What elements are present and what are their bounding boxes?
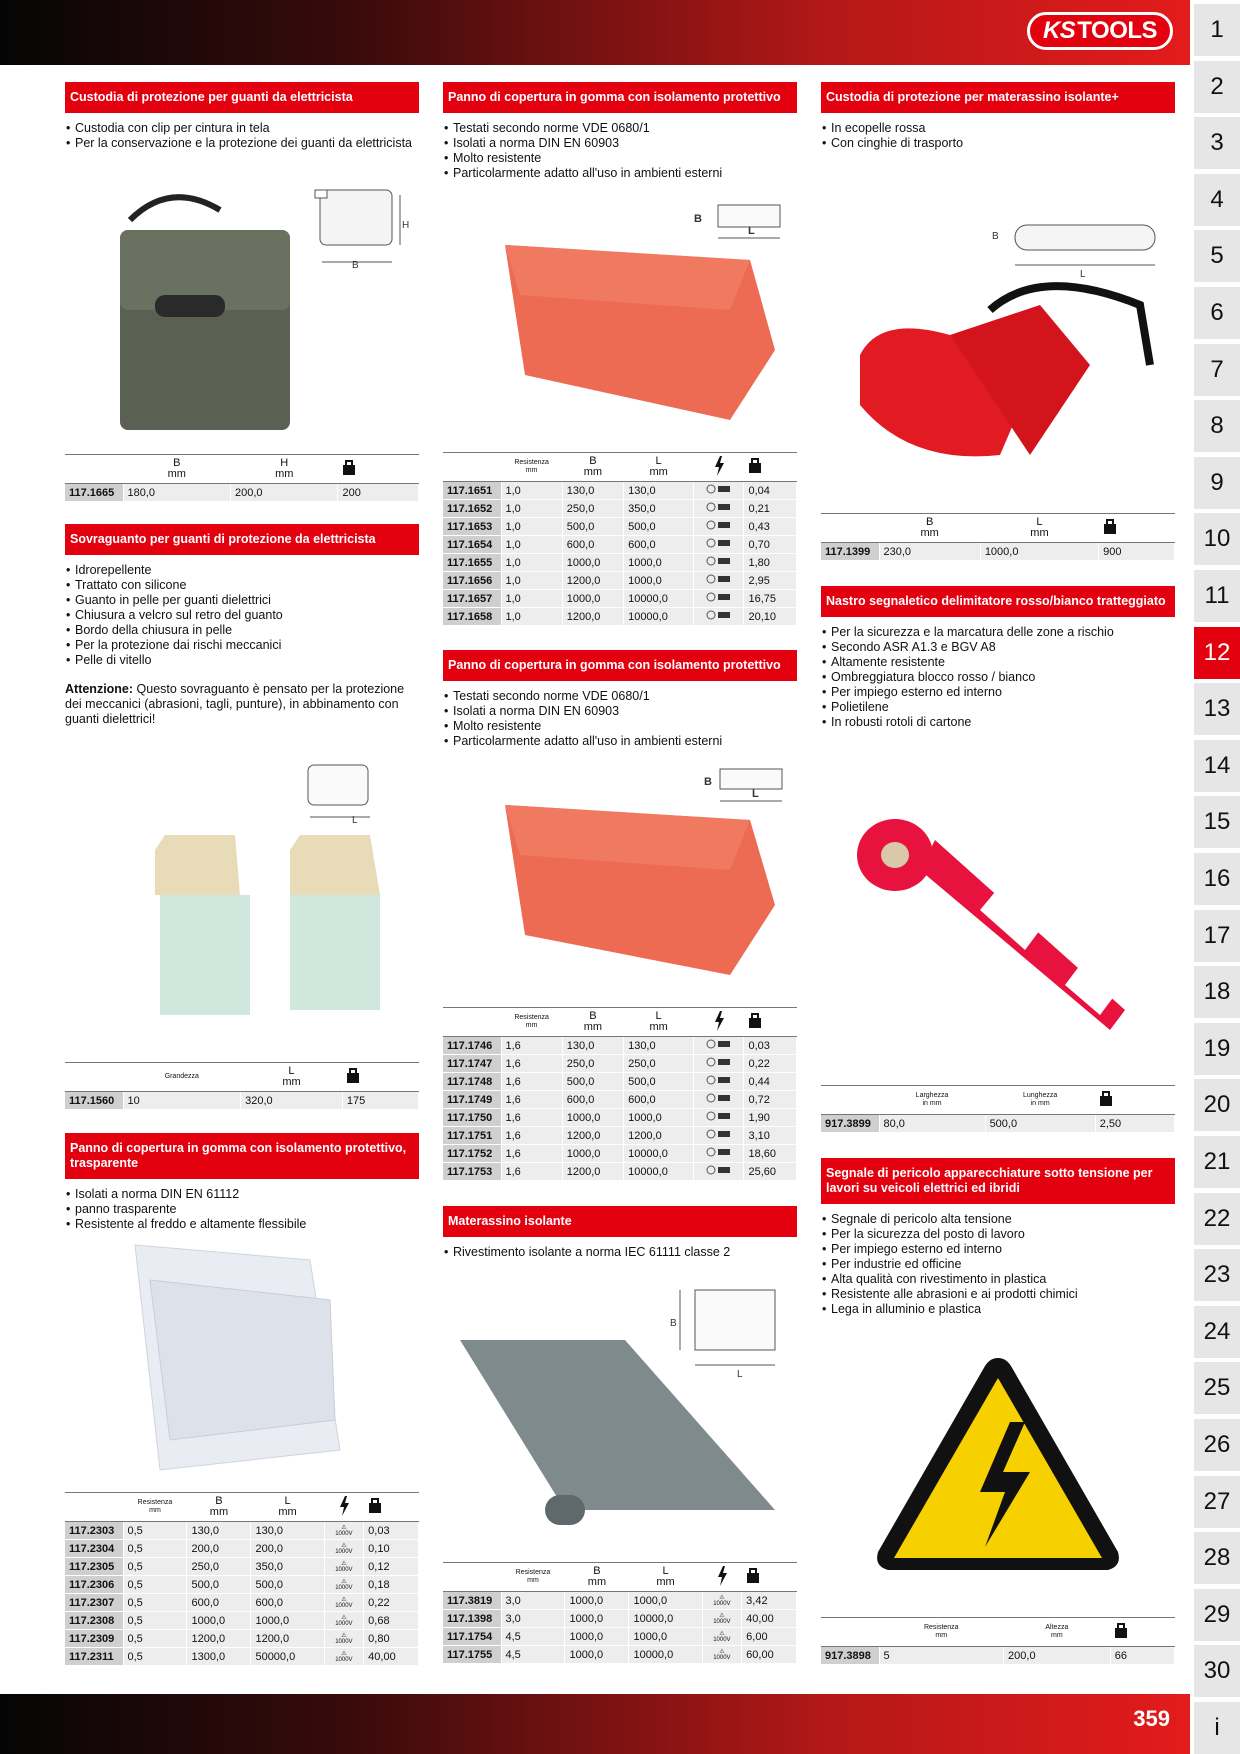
table-row: 117.2306 0,5 500,0 500,0 ⚠ 1000V 0,18 bbox=[65, 1576, 419, 1594]
weight-icon bbox=[364, 1493, 419, 1522]
chapter-tab-3[interactable]: 3 bbox=[1194, 117, 1240, 169]
insulating-mat-image bbox=[455, 1280, 795, 1540]
list-item: • Segnale di pericolo alta tensione bbox=[821, 1212, 1175, 1227]
list-item: • Particolarmente adatto all'uso in ambienti esterni bbox=[443, 734, 797, 749]
insulation-class-icon bbox=[706, 1076, 732, 1088]
list-item: • Molto resistente bbox=[443, 719, 797, 734]
dim-label-l: L bbox=[752, 788, 759, 800]
spec-table-rubber-cover-2 bbox=[443, 1007, 797, 1181]
list-item: • Rivestimento isolante a norma IEC 61111 classe 2 bbox=[443, 1245, 797, 1260]
chapter-tab-19[interactable]: 19 bbox=[1194, 1023, 1240, 1075]
header-bar bbox=[0, 0, 1190, 65]
chapter-tab-2[interactable]: 2 bbox=[1194, 61, 1240, 113]
spec-table-917-3898 bbox=[821, 1617, 1175, 1665]
insulation-class-icon bbox=[706, 1148, 732, 1160]
voltage-class-icon: ⚠ 1000V bbox=[335, 1524, 353, 1537]
voltage-class-icon: ⚠ 1000V bbox=[713, 1594, 731, 1607]
col-header-b: B mm bbox=[562, 1008, 623, 1037]
weight-icon bbox=[338, 455, 419, 484]
spec-table-117-1665 bbox=[65, 454, 419, 502]
chapter-tab-21[interactable]: 21 bbox=[1194, 1136, 1240, 1188]
table-row: 117.1665 180,0 200,0 200 bbox=[65, 484, 419, 502]
chapter-tab-6[interactable]: 6 bbox=[1194, 287, 1240, 339]
section-transparent-cover bbox=[65, 1133, 419, 1232]
col-header-l: L mm bbox=[629, 1563, 702, 1592]
chapter-tab-18[interactable]: 18 bbox=[1194, 966, 1240, 1018]
insulation-class-icon bbox=[706, 611, 732, 623]
list-item: • Isolati a norma DIN EN 60903 bbox=[443, 136, 797, 151]
list-item: • Per impiego esterno ed interno bbox=[821, 1242, 1175, 1257]
table-row: 117.1398 3,0 1000,0 10000,0 ⚠ 1000V 40,00 bbox=[443, 1610, 797, 1628]
col-header-h: H mm bbox=[230, 455, 337, 484]
weight-icon bbox=[1099, 514, 1175, 543]
list-item: • Chiusura a velcro sul retro del guanto bbox=[65, 608, 419, 623]
voltage-class-icon: ⚠ 1000V bbox=[713, 1630, 731, 1643]
section-title: Materassino isolante bbox=[443, 1206, 797, 1237]
list-item: • Alta qualità con rivestimento in plastica bbox=[821, 1272, 1175, 1287]
chapter-tab-26[interactable]: 26 bbox=[1194, 1419, 1240, 1471]
chapter-tab-4[interactable]: 4 bbox=[1194, 174, 1240, 226]
list-item: • Guanto in pelle per guanti dielettrici bbox=[65, 593, 419, 608]
table-row: 117.1657 1,0 1000,0 10000,0 16,75 bbox=[443, 590, 797, 608]
list-item: • Con cinghie di trasporto bbox=[821, 136, 1175, 151]
voltage-class-icon: ⚠ 1000V bbox=[335, 1578, 353, 1591]
table-row: 117.1651 1,0 130,0 130,0 0,04 bbox=[443, 482, 797, 500]
col-header-resistance: Resistenza mm bbox=[123, 1493, 187, 1522]
insulation-class-icon bbox=[706, 1130, 732, 1142]
lightning-bolt-icon bbox=[702, 1563, 742, 1592]
insulation-class-icon bbox=[706, 1112, 732, 1124]
insulation-class-icon bbox=[706, 1040, 732, 1052]
table-row: 117.2311 0,5 1300,0 50000,0 ⚠ 1000V 40,00 bbox=[65, 1648, 419, 1666]
chapter-tab-i[interactable]: i bbox=[1194, 1702, 1240, 1754]
section-title: Nastro segnaletico delimitatore rosso/bianco tratteggiato bbox=[821, 586, 1175, 617]
list-item: • Particolarmente adatto all'uso in ambienti esterni bbox=[443, 166, 797, 181]
dim-label-l: L bbox=[748, 225, 755, 237]
voltage-class-icon: ⚠ 1000V bbox=[335, 1560, 353, 1573]
col-header-resistance: Resistenza mm bbox=[501, 1563, 565, 1592]
list-item: • Per impiego esterno ed interno bbox=[821, 685, 1175, 700]
col-header-b: B mm bbox=[123, 455, 230, 484]
chapter-tab-24[interactable]: 24 bbox=[1194, 1306, 1240, 1358]
table-row: 117.1747 1,6 250,0 250,0 0,22 bbox=[443, 1055, 797, 1073]
dim-label-b: B bbox=[694, 213, 702, 225]
insulation-class-icon bbox=[706, 1166, 732, 1178]
col-header-resistance: Resistenza mm bbox=[501, 1008, 562, 1037]
chapter-tab-8[interactable]: 8 bbox=[1194, 400, 1240, 452]
insulation-class-icon bbox=[706, 1058, 732, 1070]
insulation-class-icon bbox=[706, 521, 732, 533]
table-row: 117.1754 4,5 1000,0 1000,0 ⚠ 1000V 6,00 bbox=[443, 1628, 797, 1646]
table-row: 117.1752 1,6 1000,0 10000,0 18,60 bbox=[443, 1145, 797, 1163]
chapter-tab-17[interactable]: 17 bbox=[1194, 910, 1240, 962]
list-item: • Testati secondo norme VDE 0680/1 bbox=[443, 689, 797, 704]
glove-case-image bbox=[110, 180, 410, 440]
table-row: 117.1653 1,0 500,0 500,0 0,43 bbox=[443, 518, 797, 536]
insulation-class-icon bbox=[706, 575, 732, 587]
insulation-class-icon bbox=[706, 503, 732, 515]
voltage-class-icon: ⚠ 1000V bbox=[335, 1632, 353, 1645]
list-item: • Per la sicurezza e la marcatura delle zone a rischio bbox=[821, 625, 1175, 640]
section-title: Segnale di pericolo apparecchiature sotto tensione per lavori su veicoli elettrici ed ibridi bbox=[821, 1158, 1175, 1204]
list-item: • Pelle di vitello bbox=[65, 653, 419, 668]
insulation-class-icon bbox=[706, 593, 732, 605]
spec-table-917-3899 bbox=[821, 1085, 1175, 1133]
dim-label-b: B bbox=[670, 1318, 677, 1329]
table-row: 117.2308 0,5 1000,0 1000,0 ⚠ 1000V 0,68 bbox=[65, 1612, 419, 1630]
section-title: Panno di copertura in gomma con isolamento protettivo, trasparente bbox=[65, 1133, 419, 1179]
chapter-tab-5[interactable]: 5 bbox=[1194, 230, 1240, 282]
list-item: • Molto resistente bbox=[443, 151, 797, 166]
table-row: 117.2303 0,5 130,0 130,0 ⚠ 1000V 0,03 bbox=[65, 1522, 419, 1540]
bullet-list bbox=[65, 121, 419, 151]
bullet-list bbox=[443, 1245, 797, 1260]
weight-icon bbox=[1095, 1086, 1174, 1115]
table-row: 917.3898 5 200,0 66 bbox=[821, 1647, 1175, 1665]
bullet-list bbox=[65, 563, 419, 668]
section-mat-case bbox=[821, 82, 1175, 151]
col-header-width: Larghezza in mm bbox=[879, 1086, 985, 1115]
table-row: 117.1753 1,6 1200,0 10000,0 25,60 bbox=[443, 1163, 797, 1181]
col-header-resistance: Resistenza mm bbox=[879, 1618, 1004, 1647]
insulation-class-icon bbox=[706, 539, 732, 551]
table-row: 117.1750 1,6 1000,0 1000,0 1,90 bbox=[443, 1109, 797, 1127]
chapter-tab-16[interactable]: 16 bbox=[1194, 853, 1240, 905]
spec-table-117-1560 bbox=[65, 1062, 419, 1110]
lightning-bolt-icon bbox=[694, 453, 744, 482]
transparent-cover-image bbox=[130, 1240, 360, 1480]
list-item: • panno trasparente bbox=[65, 1202, 419, 1217]
dim-label-l: L bbox=[1080, 269, 1086, 280]
list-item: • Polietilene bbox=[821, 700, 1175, 715]
col-header-l: L mm bbox=[624, 453, 694, 482]
dim-label-h: H bbox=[402, 220, 410, 231]
list-item: • Idrorepellente bbox=[65, 563, 419, 578]
list-item: • Per la protezione dai rischi meccanici bbox=[65, 638, 419, 653]
section-danger-sign bbox=[821, 1158, 1175, 1317]
col-header-size: Grandezza bbox=[123, 1063, 241, 1092]
section-glove-case bbox=[65, 82, 419, 151]
table-row: 117.2307 0,5 600,0 600,0 ⚠ 1000V 0,22 bbox=[65, 1594, 419, 1612]
list-item: • Testati secondo norme VDE 0680/1 bbox=[443, 121, 797, 136]
chapter-tab-13[interactable]: 13 bbox=[1194, 683, 1240, 735]
chapter-tabs bbox=[1194, 0, 1240, 1754]
spec-table-insulating-mat bbox=[443, 1562, 797, 1664]
chapter-tab-23[interactable]: 23 bbox=[1194, 1249, 1240, 1301]
table-row: 117.3819 3,0 1000,0 1000,0 ⚠ 1000V 3,42 bbox=[443, 1592, 797, 1610]
list-item: • Custodia con clip per cintura in tela bbox=[65, 121, 419, 136]
list-item: • Isolati a norma DIN EN 60903 bbox=[443, 704, 797, 719]
chapter-tab-27[interactable]: 27 bbox=[1194, 1476, 1240, 1528]
page-number: 359 bbox=[1133, 1706, 1170, 1731]
voltage-class-icon: ⚠ 1000V bbox=[335, 1542, 353, 1555]
chapter-tab-10[interactable]: 10 bbox=[1194, 513, 1240, 565]
rubber-cover-1-image bbox=[490, 200, 790, 440]
dim-label-b: B bbox=[992, 231, 999, 242]
section-warning-tape bbox=[821, 586, 1175, 730]
section-insulating-mat bbox=[443, 1206, 797, 1260]
dim-label-l: L bbox=[352, 815, 358, 826]
section-title: Panno di copertura in gomma con isolamento protettivo bbox=[443, 650, 797, 681]
voltage-class-icon: ⚠ 1000V bbox=[713, 1648, 731, 1661]
col-header-height: Altezza mm bbox=[1004, 1618, 1111, 1647]
col-header-l: L mm bbox=[624, 1008, 694, 1037]
table-row: 117.2309 0,5 1200,0 1200,0 ⚠ 1000V 0,80 bbox=[65, 1630, 419, 1648]
list-item: • Per la sicurezza del posto di lavoro bbox=[821, 1227, 1175, 1242]
list-item: • Per la conservazione e la protezione dei guanti da elettricista bbox=[65, 136, 419, 151]
chapter-tab-12[interactable]: 12 bbox=[1194, 627, 1240, 679]
bullet-list bbox=[443, 689, 797, 749]
high-voltage-warning-icon bbox=[870, 1352, 1126, 1582]
col-header-b: B mm bbox=[562, 453, 623, 482]
chapter-tab-22[interactable]: 22 bbox=[1194, 1193, 1240, 1245]
list-item: • In ecopelle rossa bbox=[821, 121, 1175, 136]
chapter-tab-11[interactable]: 11 bbox=[1194, 570, 1240, 622]
chapter-tab-25[interactable]: 25 bbox=[1194, 1362, 1240, 1414]
weight-icon bbox=[342, 1063, 418, 1092]
col-header-l: L mm bbox=[251, 1493, 324, 1522]
spec-table-117-1399 bbox=[821, 513, 1175, 561]
col-header-b: B mm bbox=[565, 1563, 629, 1592]
list-item: • In robusti rotoli di cartone bbox=[821, 715, 1175, 730]
warning-note: Attenzione: Questo sovraguanto è pensato per la protezione dei meccanici (abrasioni, tagli, punture), in abbinamento con guanti dielettrici! bbox=[65, 682, 405, 726]
voltage-class-icon: ⚠ 1000V bbox=[713, 1612, 731, 1625]
chapter-tab-28[interactable]: 28 bbox=[1194, 1532, 1240, 1584]
list-item: • Resistente al freddo e altamente flessibile bbox=[65, 1217, 419, 1232]
insulation-class-icon bbox=[706, 557, 732, 569]
voltage-class-icon: ⚠ 1000V bbox=[335, 1650, 353, 1663]
table-row: 117.1399 230,0 1000,0 900 bbox=[821, 543, 1175, 561]
mat-case-image bbox=[840, 205, 1170, 495]
spec-table-transparent-cover bbox=[65, 1492, 419, 1666]
section-title: Sovraguanto per guanti di protezione da elettricista bbox=[65, 524, 419, 555]
list-item: • Bordo della chiusura in pelle bbox=[65, 623, 419, 638]
list-item: • Ombreggiatura blocco rosso / bianco bbox=[821, 670, 1175, 685]
table-row: 117.1654 1,0 600,0 600,0 0,70 bbox=[443, 536, 797, 554]
list-item: • Lega in alluminio e plastica bbox=[821, 1302, 1175, 1317]
voltage-class-icon: ⚠ 1000V bbox=[335, 1614, 353, 1627]
section-title: Custodia di protezione per guanti da elettricista bbox=[65, 82, 419, 113]
bullet-list bbox=[821, 625, 1175, 730]
col-header-l: L mm bbox=[980, 514, 1098, 543]
table-row: 117.1751 1,6 1200,0 1200,0 3,10 bbox=[443, 1127, 797, 1145]
list-item: • Secondo ASR A1.3 e BGV A8 bbox=[821, 640, 1175, 655]
section-overglove bbox=[65, 524, 419, 727]
table-row: 117.2304 0,5 200,0 200,0 ⚠ 1000V 0,10 bbox=[65, 1540, 419, 1558]
overglove-image bbox=[140, 755, 410, 1035]
lightning-bolt-icon bbox=[694, 1008, 744, 1037]
rubber-cover-2-image bbox=[490, 765, 790, 995]
section-rubber-cover-2 bbox=[443, 650, 797, 749]
section-rubber-cover-1 bbox=[443, 82, 797, 181]
table-row: 117.1656 1,0 1200,0 1000,0 2,95 bbox=[443, 572, 797, 590]
insulation-class-icon bbox=[706, 1094, 732, 1106]
lightning-bolt-icon bbox=[324, 1493, 364, 1522]
bullet-list bbox=[65, 1187, 419, 1232]
section-title: Custodia di protezione per materassino isolante+ bbox=[821, 82, 1175, 113]
table-row: 117.1755 4,5 1000,0 10000,0 ⚠ 1000V 60,00 bbox=[443, 1646, 797, 1664]
weight-icon bbox=[744, 1008, 797, 1037]
chapter-tab-30[interactable]: 30 bbox=[1194, 1645, 1240, 1697]
dim-label-b: B bbox=[704, 776, 712, 788]
table-row: 117.1652 1,0 250,0 350,0 0,21 bbox=[443, 500, 797, 518]
table-row: 117.2305 0,5 250,0 350,0 ⚠ 1000V 0,12 bbox=[65, 1558, 419, 1576]
chapter-tab-15[interactable]: 15 bbox=[1194, 796, 1240, 848]
ks-tools-logo: KS TOOLS bbox=[1027, 12, 1173, 50]
list-item: • Resistente alle abrasioni e ai prodotti chimici bbox=[821, 1287, 1175, 1302]
table-row: 117.1749 1,6 600,0 600,0 0,72 bbox=[443, 1091, 797, 1109]
chapter-tab-7[interactable]: 7 bbox=[1194, 344, 1240, 396]
weight-icon bbox=[744, 453, 797, 482]
table-row: 117.1658 1,0 1200,0 10000,0 20,10 bbox=[443, 608, 797, 626]
col-header-b: B mm bbox=[879, 514, 980, 543]
table-row: 917.3899 80,0 500,0 2,50 bbox=[821, 1115, 1175, 1133]
footer-bar bbox=[0, 1694, 1190, 1754]
chapter-tab-9[interactable]: 9 bbox=[1194, 457, 1240, 509]
section-title: Panno di copertura in gomma con isolamento protettivo bbox=[443, 82, 797, 113]
table-row: 117.1746 1,6 130,0 130,0 0,03 bbox=[443, 1037, 797, 1055]
table-row: 117.1560 10 320,0 175 bbox=[65, 1092, 419, 1110]
table-row: 117.1655 1,0 1000,0 1000,0 1,80 bbox=[443, 554, 797, 572]
chapter-tab-14[interactable]: 14 bbox=[1194, 740, 1240, 792]
dim-label-b: B bbox=[352, 260, 359, 271]
col-header-b: B mm bbox=[187, 1493, 251, 1522]
chapter-tab-20[interactable]: 20 bbox=[1194, 1079, 1240, 1131]
insulation-class-icon bbox=[706, 485, 732, 497]
bullet-list bbox=[821, 1212, 1175, 1317]
warning-tape-image bbox=[850, 800, 1150, 1060]
bullet-list bbox=[443, 121, 797, 181]
list-item: • Per industrie ed officine bbox=[821, 1257, 1175, 1272]
spec-table-rubber-cover-1 bbox=[443, 452, 797, 626]
col-header-length: Lunghezza in mm bbox=[985, 1086, 1095, 1115]
list-item: • Isolati a norma DIN EN 61112 bbox=[65, 1187, 419, 1202]
weight-icon bbox=[1110, 1618, 1174, 1647]
voltage-class-icon: ⚠ 1000V bbox=[335, 1596, 353, 1609]
list-item: • Trattato con silicone bbox=[65, 578, 419, 593]
list-item: • Altamente resistente bbox=[821, 655, 1175, 670]
dim-label-l: L bbox=[737, 1369, 743, 1380]
chapter-tab-1[interactable]: 1 bbox=[1194, 4, 1240, 56]
col-header-l: L mm bbox=[241, 1063, 343, 1092]
bullet-list bbox=[821, 121, 1175, 151]
table-row: 117.1748 1,6 500,0 500,0 0,44 bbox=[443, 1073, 797, 1091]
col-header-resistance: Resistenza mm bbox=[501, 453, 562, 482]
chapter-tab-29[interactable]: 29 bbox=[1194, 1589, 1240, 1641]
weight-icon bbox=[742, 1563, 797, 1592]
